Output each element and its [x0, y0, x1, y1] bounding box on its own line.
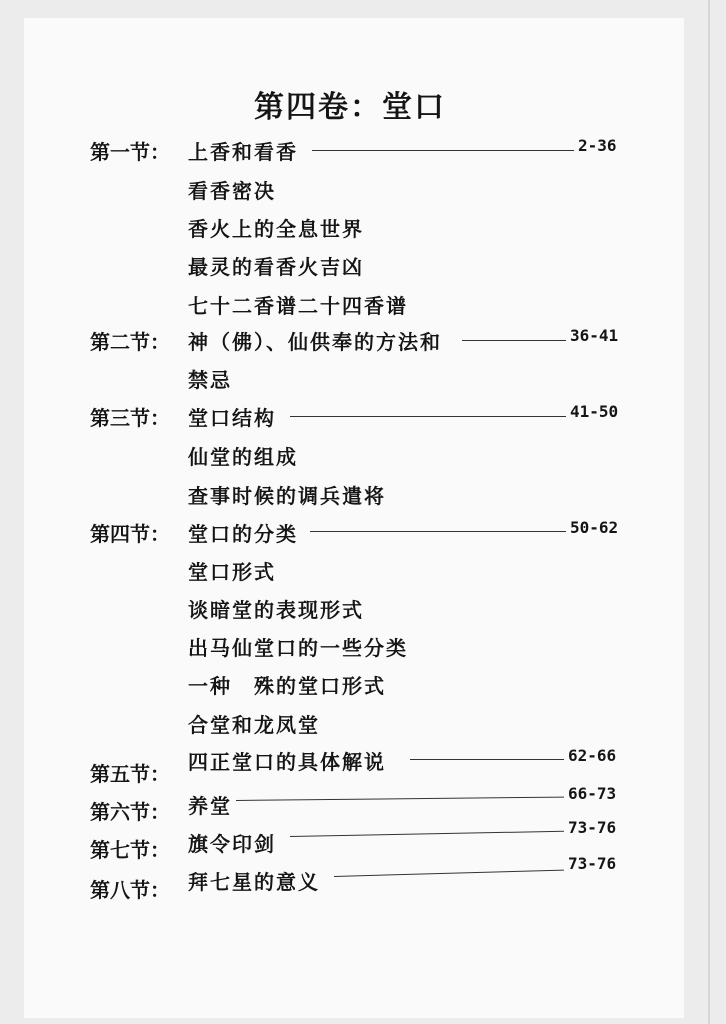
section-2-leader — [462, 340, 566, 341]
section-4-sub-1: 堂口形式 — [188, 560, 276, 584]
section-5-label: 第五节： — [90, 762, 170, 786]
section-1-sub-3: 最灵的看香火吉凶 — [188, 255, 364, 279]
section-6-label: 第六节： — [90, 800, 170, 824]
section-4-sub-2: 谈暗堂的表现形式 — [188, 598, 364, 622]
section-1-sub-4: 七十二香谱二十四香谱 — [188, 294, 408, 318]
section-7-label: 第七节： — [90, 838, 170, 862]
section-4-sub-4: 一种 殊的堂口形式 — [188, 674, 386, 698]
section-5-pages: 62-66 — [568, 746, 617, 765]
section-2-title: 神（佛）、仙供奉的方法和 — [188, 330, 442, 354]
section-7-title: 旗令印剑 — [188, 832, 276, 856]
section-5-title: 四正堂口的具体解说 — [188, 750, 386, 774]
section-4-pages: 50-62 — [570, 518, 619, 537]
section-4-title: 堂口的分类 — [188, 522, 298, 546]
volume-title: 第四卷：堂口 — [254, 90, 446, 125]
section-8-label: 第八节： — [90, 878, 170, 902]
section-6-pages: 66-73 — [568, 784, 617, 803]
section-4-leader — [310, 531, 566, 532]
section-2-sub-1: 禁忌 — [188, 368, 232, 392]
section-4-sub-5: 合堂和龙凤堂 — [188, 713, 320, 737]
section-4-label: 第四节： — [90, 522, 170, 546]
section-1-title: 上香和看香 — [188, 140, 298, 164]
section-8-title: 拜七星的意义 — [188, 870, 320, 894]
section-1-pages: 2-36 — [578, 136, 617, 155]
section-5-leader — [410, 759, 564, 760]
section-6-title: 养堂 — [188, 794, 232, 818]
section-2-pages: 36-41 — [570, 326, 619, 345]
section-4-sub-3: 出马仙堂口的一些分类 — [188, 636, 408, 660]
section-7-pages: 73-76 — [568, 818, 617, 837]
section-1-label: 第一节： — [90, 140, 170, 164]
section-3-pages: 41-50 — [570, 402, 619, 421]
section-2-label: 第二节： — [90, 330, 170, 354]
section-1-sub-1: 看香密决 — [188, 179, 276, 203]
section-1-leader — [312, 150, 574, 151]
page-edge — [708, 0, 710, 1024]
section-3-leader — [290, 416, 566, 417]
section-1-sub-2: 香火上的全息世界 — [188, 217, 364, 241]
section-3-sub-2: 查事时候的调兵遣将 — [188, 484, 386, 508]
section-8-pages: 73-76 — [568, 854, 617, 873]
section-3-sub-1: 仙堂的组成 — [188, 445, 298, 469]
section-3-label: 第三节： — [90, 406, 170, 430]
section-3-title: 堂口结构 — [188, 406, 276, 430]
